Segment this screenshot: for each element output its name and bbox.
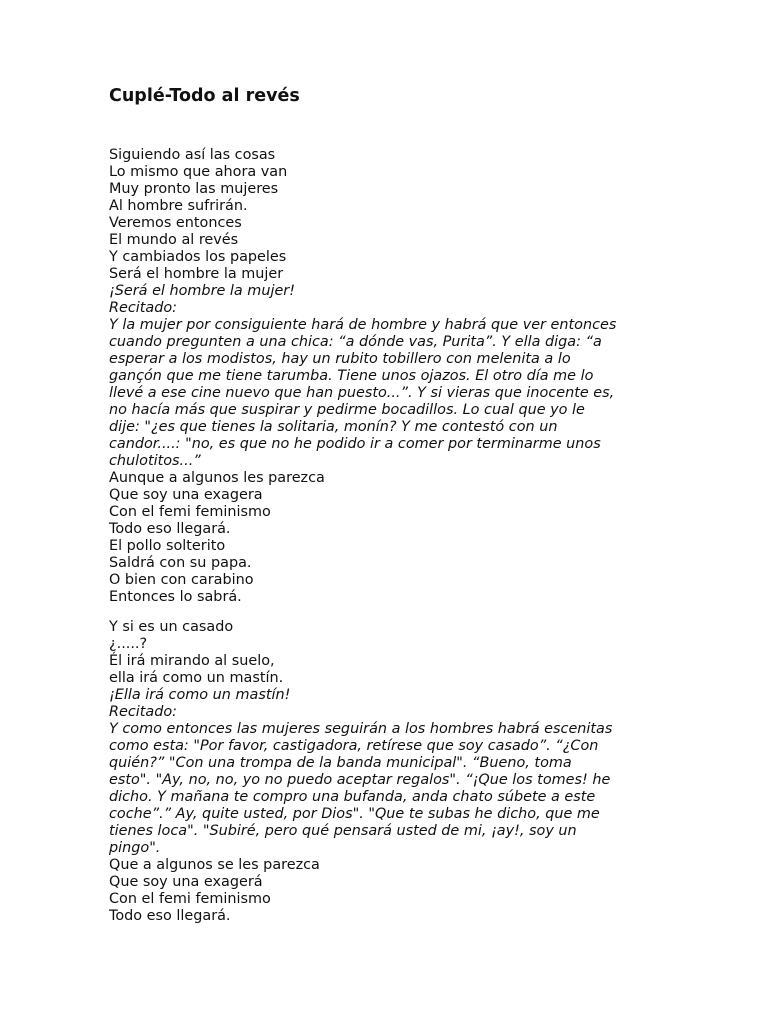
document-title: Cuplé-Todo al revés <box>109 86 300 106</box>
text-line: Será el hombre la mujer <box>109 266 284 282</box>
text-line: candor....: "no, es que no he podido ir a comer por terminarme unos <box>109 436 601 452</box>
document-page <box>109 84 669 924</box>
text-line: Saldrá con su papa. <box>109 555 252 571</box>
text-line: quién?” "Con una trompa de la banda municipal". “Bueno, toma <box>109 755 572 771</box>
text-line: no hacía más que suspirar y pedirme bocadillos. Lo cual que yo le <box>109 402 585 418</box>
text-line: Siguiendo así las cosas <box>109 147 276 163</box>
text-line: ¡Será el hombre la mujer! <box>109 283 295 299</box>
text-line: Muy pronto las mujeres <box>109 181 279 197</box>
text-line: Y cambiados los papeles <box>109 249 287 265</box>
text-line: dije: "¿es que tienes la solitaria, monín? Y me contestó con un <box>109 419 558 435</box>
text-line: ella irá como un mastín. <box>109 670 284 686</box>
text-line: como esta: "Por favor, castigadora, retírese que soy casado”. “¿Con <box>109 738 599 754</box>
text-line: chulotitos...” <box>109 453 201 469</box>
text-line: cuando pregunten a una chica: “a dónde vas, Purita”. Y ella diga: “a <box>109 334 602 350</box>
text-line: Recitado: <box>109 704 178 720</box>
stanza-2 <box>109 619 612 925</box>
text-line: tienes loca". "Subiré, pero qué pensará usted de mi, ¡ay!, soy un <box>109 823 577 839</box>
text-line: Que a algunos se les parezca <box>109 857 320 873</box>
text-line: coche”.” Ay, quite usted, por Dios". "Que te subas he dicho, que me <box>109 806 600 822</box>
text-line: esto". "Ay, no, no, yo no puedo aceptar regalos". “¡Que los tomes! he <box>109 772 611 788</box>
text-line: ¿.....? <box>109 636 148 652</box>
text-line: esperar a los modistos, hay un rubito tobillero con melenita a lo <box>109 351 571 367</box>
text-line: Entonces lo sabrá. <box>109 589 242 605</box>
text-line: Él irá mirando al suelo, <box>109 653 275 669</box>
text-line: Veremos entonces <box>109 215 242 231</box>
text-line: pingo". <box>109 840 161 856</box>
text-line: Y si es un casado <box>109 619 234 635</box>
text-line: Lo mismo que ahora van <box>109 164 288 180</box>
text-line: Con el femi feminismo <box>109 891 271 907</box>
text-line: El mundo al revés <box>109 232 239 248</box>
text-line: Que soy una exagerá <box>109 874 263 890</box>
text-line: Recitado: <box>109 300 178 316</box>
text-line: Con el femi feminismo <box>109 504 271 520</box>
text-line: Aunque a algunos les parezca <box>109 470 325 486</box>
text-line: Y como entonces las mujeres seguirán a los hombres habrá escenitas <box>109 721 613 737</box>
text-line: O bien con carabino <box>109 572 254 588</box>
text-line: El pollo solterito <box>109 538 226 554</box>
text-line: Todo eso llegará. <box>109 521 231 537</box>
stanza-1 <box>109 147 616 606</box>
text-line: gançón que me tiene tarumba. Tiene unos ojazos. El otro día me lo <box>109 368 594 384</box>
text-line: Todo eso llegará. <box>109 908 231 924</box>
text-line: Al hombre sufrirán. <box>109 198 248 214</box>
text-line: Y la mujer por consiguiente hará de hombre y habrá que ver entonces <box>109 317 617 333</box>
text-line: ¡Ella irá como un mastín! <box>109 687 291 703</box>
text-line: Que soy una exagera <box>109 487 263 503</box>
text-line: dicho. Y mañana te compro una bufanda, anda chato súbete a este <box>109 789 596 805</box>
text-line: llevé a ese cine nuevo que han puesto...”. Y si vieras que inocente es, <box>109 385 615 401</box>
